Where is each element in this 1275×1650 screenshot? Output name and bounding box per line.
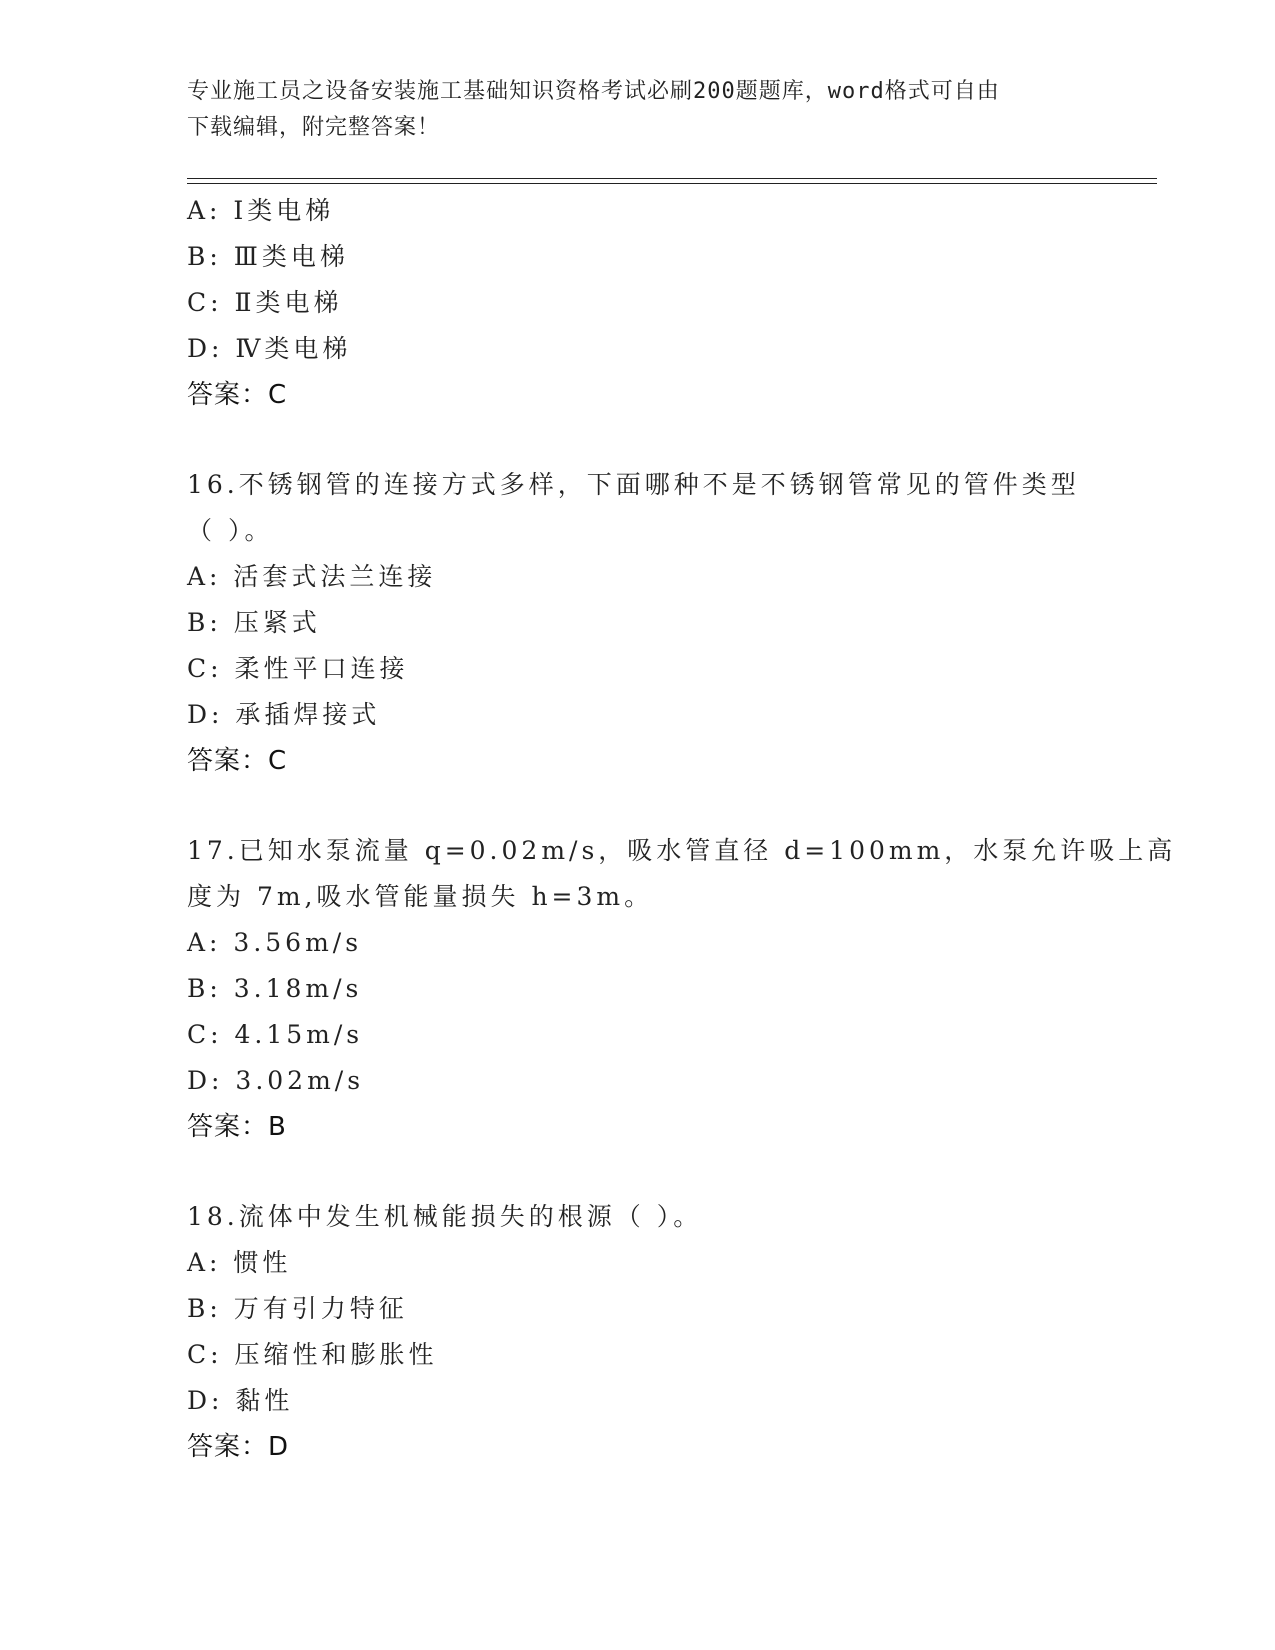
question-17 (187, 828, 1177, 1150)
option-d: D: 承插焊接式 (187, 700, 381, 729)
question-spacer (187, 784, 1157, 828)
answer-line: 答案：B (187, 1112, 287, 1142)
question-15 (187, 188, 1157, 418)
option-c: C: Ⅱ类电梯 (187, 288, 343, 317)
option-c: C: 4.15m/s (187, 1020, 364, 1049)
question-stem-line-1: 17.已知水泵流量 q=0.02m/s，吸水管直径 d=100mm，水泵允许吸上高 (187, 836, 1177, 865)
option-b: B: 3.18m/s (187, 974, 363, 1003)
header-divider-bottom (187, 183, 1157, 184)
question-list (187, 188, 1177, 1470)
question-spacer (187, 1150, 1157, 1194)
document-header (187, 74, 1087, 146)
header-title-line-1: 专业施工员之设备安装施工基础知识资格考试必刷200题题库，word格式可自由 (187, 79, 1000, 104)
option-b: B: Ⅲ类电梯 (187, 242, 349, 271)
option-d: D: 3.02m/s (187, 1066, 365, 1095)
answer-line: 答案：C (187, 746, 288, 776)
option-b: B: 万有引力特征 (187, 1294, 408, 1323)
option-a: A: Ⅰ类电梯 (187, 196, 335, 225)
header-divider-top (187, 178, 1157, 179)
option-a: A: 3.56m/s (187, 928, 363, 957)
header-title-line-2: 下载编辑，附完整答案！ (187, 115, 441, 140)
option-a: A: 活套式法兰连接 (187, 562, 437, 591)
question-18 (187, 1194, 1157, 1470)
question-stem-line-2: （ ）。 (187, 516, 274, 545)
answer-line: 答案：C (187, 380, 288, 410)
question-stem-line-2: 度为 7m,吸水管能量损失 h=3m。 (187, 882, 654, 911)
question-spacer (187, 418, 1157, 462)
question-stem-line-1: 18.流体中发生机械能损失的根源（ ）。 (187, 1202, 703, 1231)
option-c: C: 柔性平口连接 (187, 654, 409, 683)
option-c: C: 压缩性和膨胀性 (187, 1340, 438, 1369)
question-stem-line-1: 16.不锈钢管的连接方式多样，下面哪种不是不锈钢管常见的管件类型 (187, 470, 1080, 499)
option-d: D: 黏性 (187, 1386, 294, 1415)
option-b: B: 压紧式 (187, 608, 321, 637)
option-a: A: 惯性 (187, 1248, 292, 1277)
answer-line: 答案：D (187, 1432, 290, 1462)
question-16 (187, 462, 1157, 784)
option-d: D: Ⅳ类电梯 (187, 334, 352, 363)
